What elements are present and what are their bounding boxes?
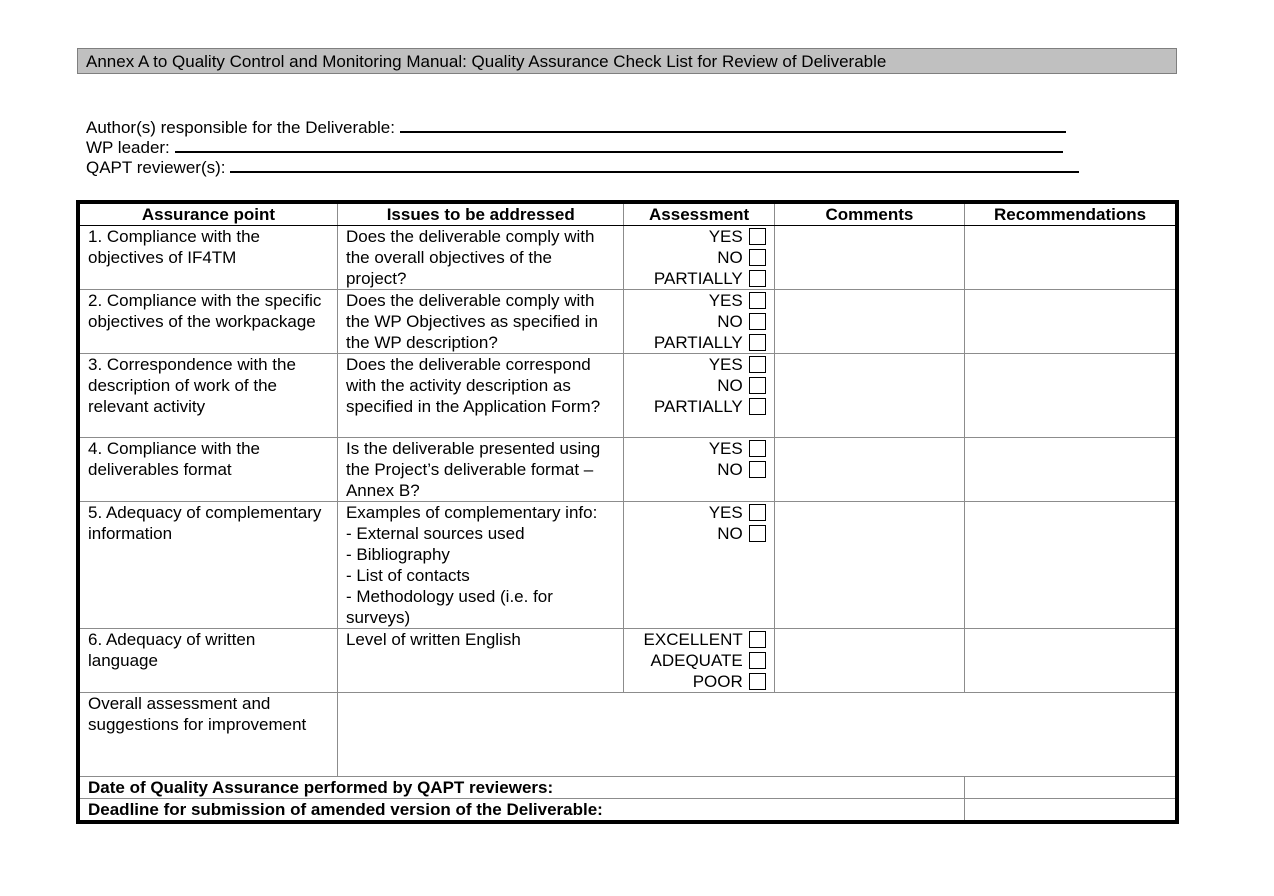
table-row xyxy=(78,502,1177,629)
header-recommendations: Recommendations xyxy=(965,202,1177,226)
option-no[interactable]: NO xyxy=(632,247,765,268)
reviewers-label: QAPT reviewer(s): xyxy=(86,158,226,177)
deadline-input-cell[interactable] xyxy=(965,799,1177,823)
option-yes[interactable]: YES xyxy=(632,438,765,459)
recommendations-cell[interactable] xyxy=(965,502,1177,629)
option-partially[interactable]: PARTIALLY xyxy=(632,268,765,289)
option-no[interactable]: NO xyxy=(632,375,765,396)
deadline-row xyxy=(78,799,1177,823)
assessment-options xyxy=(624,629,774,693)
wp-leader-input-line[interactable] xyxy=(175,137,1063,153)
recommendations-cell[interactable] xyxy=(965,438,1177,502)
checkbox[interactable] xyxy=(749,398,766,415)
issue-line: - Bibliography xyxy=(345,545,450,564)
checkbox[interactable] xyxy=(749,525,766,542)
checkbox[interactable] xyxy=(749,356,766,373)
overall-input-cell[interactable] xyxy=(337,693,1177,777)
document-title: Annex A to Quality Control and Monitoring Manual: Quality Assurance Check List for Review of Deliverable xyxy=(77,48,1177,74)
comments-cell[interactable] xyxy=(774,290,964,354)
option-partially[interactable]: PARTIALLY xyxy=(632,332,765,353)
date-input-cell[interactable] xyxy=(965,777,1177,799)
reviewers-input-line[interactable] xyxy=(230,157,1079,173)
header-issues: Issues to be addressed xyxy=(337,202,624,226)
recommendations-cell[interactable] xyxy=(965,629,1177,693)
recommendations-cell[interactable] xyxy=(965,290,1177,354)
issue-line: - List of contacts xyxy=(345,566,470,585)
comments-cell[interactable] xyxy=(774,438,964,502)
option-no[interactable]: NO xyxy=(632,459,765,480)
header-row xyxy=(78,202,1177,226)
issue-line: - Methodology used (i.e. for surveys) xyxy=(345,587,553,627)
issue-text: Is the deliverable presented using the Project’s deliverable format – Annex B? xyxy=(337,438,624,502)
comments-cell[interactable] xyxy=(774,629,964,693)
option-no[interactable]: NO xyxy=(632,311,765,332)
wp-leader-label: WP leader: xyxy=(86,138,170,157)
deadline-label: Deadline for submission of amended version of the Deliverable: xyxy=(78,799,965,823)
issue-text: Level of written English xyxy=(337,629,624,693)
option-excellent[interactable]: EXCELLENT xyxy=(632,629,765,650)
date-row xyxy=(78,777,1177,799)
checkbox[interactable] xyxy=(749,377,766,394)
header-assurance-point: Assurance point xyxy=(78,202,337,226)
assessment-options xyxy=(624,290,774,354)
issue-line: - External sources used xyxy=(345,524,525,543)
table-row xyxy=(78,354,1177,438)
option-yes[interactable]: YES xyxy=(632,290,765,311)
assessment-options xyxy=(624,502,774,629)
assurance-point: 5. Adequacy of complementary information xyxy=(78,502,337,629)
checkbox[interactable] xyxy=(749,504,766,521)
issue-line: Examples of complementary info: xyxy=(345,503,598,522)
assurance-point: 2. Compliance with the specific objectives of the workpackage xyxy=(78,290,337,354)
reviewers-field xyxy=(86,157,1079,177)
authors-label: Author(s) responsible for the Deliverable: xyxy=(86,118,395,137)
option-partially[interactable]: PARTIALLY xyxy=(632,396,765,417)
assessment-options xyxy=(624,226,774,290)
option-yes[interactable]: YES xyxy=(632,226,765,247)
assurance-point: 6. Adequacy of written language xyxy=(78,629,337,693)
issue-text xyxy=(337,502,624,629)
table-row xyxy=(78,629,1177,693)
checkbox[interactable] xyxy=(749,673,766,690)
option-adequate[interactable]: ADEQUATE xyxy=(632,650,765,671)
option-poor[interactable]: POOR xyxy=(632,671,765,692)
checkbox[interactable] xyxy=(749,228,766,245)
option-no[interactable]: NO xyxy=(632,523,765,544)
issue-text: Does the deliverable correspond with the activity description as specified in the Application Form? xyxy=(337,354,624,438)
option-yes[interactable]: YES xyxy=(632,502,765,523)
date-label: Date of Quality Assurance performed by QAPT reviewers: xyxy=(78,777,965,799)
checkbox[interactable] xyxy=(749,249,766,266)
assurance-point: 4. Compliance with the deliverables format xyxy=(78,438,337,502)
recommendations-cell[interactable] xyxy=(965,354,1177,438)
checkbox[interactable] xyxy=(749,334,766,351)
assurance-point: 3. Correspondence with the description of work of the relevant activity xyxy=(78,354,337,438)
header-assessment: Assessment xyxy=(624,202,774,226)
checkbox[interactable] xyxy=(749,461,766,478)
checkbox[interactable] xyxy=(749,440,766,457)
issue-text: Does the deliverable comply with the overall objectives of the project? xyxy=(337,226,624,290)
comments-cell[interactable] xyxy=(774,354,964,438)
checklist-table xyxy=(76,200,1179,824)
checkbox[interactable] xyxy=(749,652,766,669)
checkbox[interactable] xyxy=(749,631,766,648)
checkbox[interactable] xyxy=(749,292,766,309)
wp-leader-field xyxy=(86,137,1063,157)
comments-cell[interactable] xyxy=(774,226,964,290)
overall-label: Overall assessment and suggestions for improvement xyxy=(78,693,337,777)
authors-input-line[interactable] xyxy=(400,117,1066,133)
authors-field xyxy=(86,117,1066,137)
checkbox[interactable] xyxy=(749,270,766,287)
issue-text: Does the deliverable comply with the WP Objectives as specified in the WP description? xyxy=(337,290,624,354)
assessment-options xyxy=(624,438,774,502)
assurance-point: 1. Compliance with the objectives of IF4TM xyxy=(78,226,337,290)
table-row xyxy=(78,226,1177,290)
comments-cell[interactable] xyxy=(774,502,964,629)
table-row xyxy=(78,438,1177,502)
option-yes[interactable]: YES xyxy=(632,354,765,375)
checkbox[interactable] xyxy=(749,313,766,330)
recommendations-cell[interactable] xyxy=(965,226,1177,290)
overall-row xyxy=(78,693,1177,777)
header-comments: Comments xyxy=(774,202,964,226)
table-row xyxy=(78,290,1177,354)
assessment-options xyxy=(624,354,774,438)
